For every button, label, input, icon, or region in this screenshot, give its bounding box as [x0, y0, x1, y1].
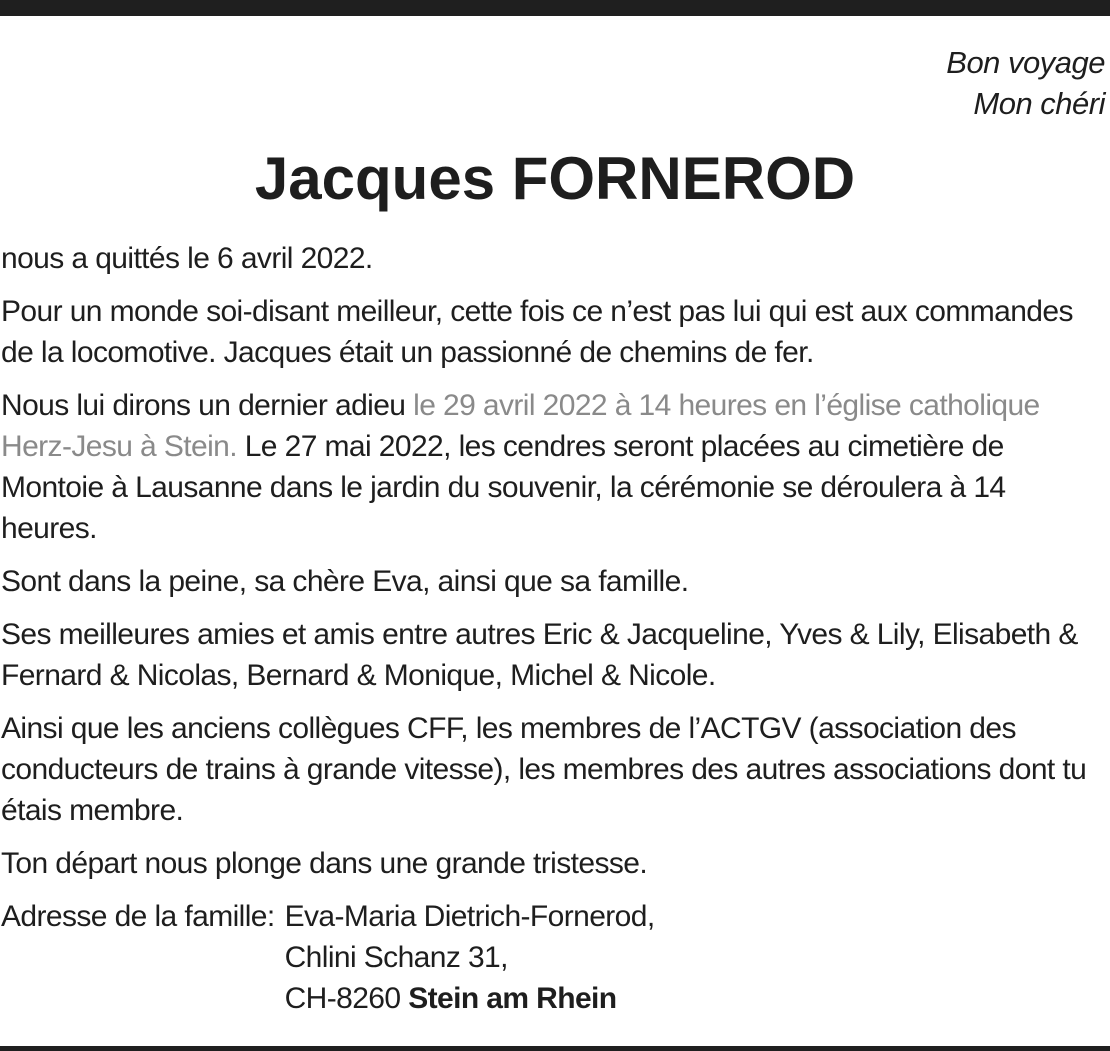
address-name: Eva-Maria Dietrich-Fornerod, — [284, 900, 655, 933]
friends-paragraph: Ses meilleures amies et amis entre autres Eric & Jacqueline, Yves & Lily, Elisabeth & Fernard & Nicolas, Bernard & Monique, Michel & Nicole. — [1, 618, 1078, 692]
deceased-name: Jacques FORNEROD — [254, 145, 856, 212]
family-paragraph: Sont dans la peine, sa chère Eva, ainsi que sa famille. — [1, 565, 689, 598]
motto-line-2: Mon chéri — [973, 86, 1105, 121]
tribute-paragraph: Pour un monde soi-disant meilleur, cette fois ce n’est pas lui qui est aux commandes de la locomotive. Jacques était un passionné de chemins de fer. — [1, 295, 1073, 369]
colleagues-paragraph: Ainsi que les anciens collègues CFF, les membres de l’ACTGV (association des conducteurs de trains à grande vitesse), les membres des autres associations dont tu étais membre. — [1, 712, 1087, 827]
address-street: Chlini Schanz 31, — [284, 941, 508, 974]
sadness-paragraph: Ton départ nous plonge dans une grande tristesse. — [1, 847, 648, 880]
address-label: Adresse de la famille: — [1, 900, 275, 933]
address-postal-code: CH-8260 — [284, 982, 409, 1015]
ceremony-paragraph — [1, 385, 1108, 549]
motto-line-1: Bon voyage — [946, 45, 1105, 80]
obituary-body — [1, 238, 1108, 1019]
ceremony-details: Le 27 mai 2022, les cendres seront placées au cimetière de Montoie à Lausanne dans le jardin du souvenir, la cérémonie se déroulera à 14 heures. — [1, 430, 1006, 545]
top-rule — [0, 0, 1110, 16]
ceremony-date-highlight: le 29 avril 2022 à 14 heures en l’église catholique Herz-Jesu à Stein. — [1, 389, 1040, 463]
address-city: Stein am Rhein — [408, 982, 617, 1015]
address-lines — [285, 896, 655, 1019]
ceremony-intro: Nous lui dirons un dernier adieu — [1, 389, 414, 422]
death-date-paragraph: nous a quittés le 6 avril 2022. — [1, 242, 373, 275]
motto — [946, 42, 1105, 124]
address-locality — [285, 978, 655, 1019]
family-address — [1, 896, 1108, 1019]
bottom-rule — [0, 1046, 1110, 1051]
